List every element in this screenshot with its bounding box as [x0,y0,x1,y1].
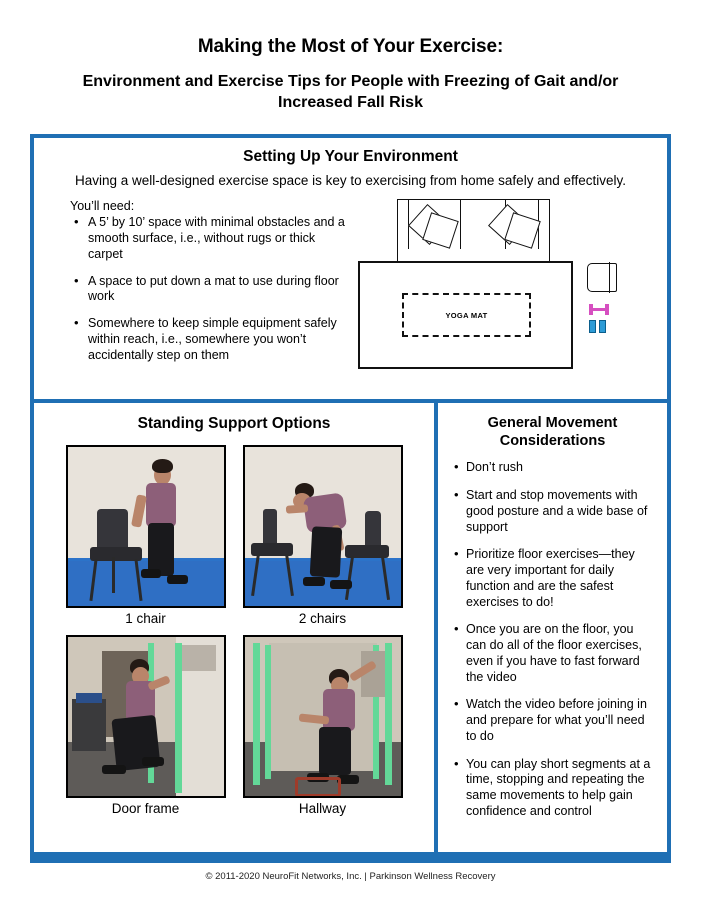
person-shirt [146,483,176,527]
section-general-movement-considerations [438,403,667,852]
person-arm [285,504,308,514]
water-bottle [599,320,606,333]
list-item: • Prioritize floor exercises—they are very important for daily function and are the safest exercises to do! [450,547,655,610]
water-bottle [589,320,596,333]
water-bottles-icon [589,320,609,333]
section-standing-support-options [34,403,438,852]
photo-caption: Hallway [298,801,347,817]
copier-top [76,693,102,703]
photo-cell-2-chairs [239,445,406,627]
list-item: • Watch the video before joining in and prepare for what you’ll need to do [450,697,655,744]
person-pants [309,526,342,578]
person-shoe [102,765,126,774]
support-photo-grid [34,445,434,817]
person-shoe [303,577,325,586]
environment-bullet-list [70,215,351,363]
footer-copyright: © 2011-2020 NeuroFit Networks, Inc. | Parkinson Wellness Recovery [205,871,496,882]
exercise-space-outline [358,261,573,369]
photo-caption: 1 chair [125,611,166,626]
person-pants [319,727,351,775]
dumbbell-end [605,304,609,315]
poster-frame [30,134,671,856]
chair-leg [112,557,115,593]
list-item: • Once you are on the floor, you can do all of the floor exercises, even if you have to fast forward the video [450,622,655,685]
yoga-mat-outline [402,293,531,337]
wall-panel [182,645,216,671]
general-heading: General Movement Considerations [487,415,618,449]
page-title: Making the Most of Your Exercise: [197,36,504,57]
person-shoe [330,580,352,589]
photo-1-chair [66,445,226,608]
support-heading: Standing Support Options [137,415,331,432]
doorframe-green-marker-icon [253,643,260,785]
environment-body [46,199,655,374]
environment-diagram-area [351,199,655,374]
person-shirt [323,689,355,731]
photo-cell-door-frame [62,635,229,817]
room-layout-diagram [355,199,655,371]
photo-caption: Door frame [111,801,180,817]
list-item: • Don’t rush [450,460,655,476]
doorframe-green-marker-icon [265,645,271,779]
photo-hallway [243,635,403,798]
section-bottom [34,403,667,852]
list-item: • You can play short segments at a time, stopping and repeating the same movements to help gain confidence and control [450,757,655,820]
page-subtitle: Environment and Exercise Tips for People with Freezing of Gait and/or Increased Fall Risk [82,72,619,111]
dumbbell-icon [589,304,609,315]
page-header [0,0,701,121]
section-setting-up-environment [34,138,667,403]
photo-caption: 2 chairs [298,611,347,626]
photo-door-frame [66,635,226,798]
environment-requirements [46,199,351,363]
photo-cell-1-chair [62,445,229,627]
person-hair [152,459,173,473]
general-bullet-list [450,460,655,819]
person-shoe [141,569,161,578]
you-will-need-label: You’ll need: [70,199,135,214]
photo-2-chairs [243,445,403,608]
doorframe-green-marker-icon [175,643,182,793]
footer-accent-bar [30,856,671,863]
person-shoe [167,575,188,584]
list-item: • A 5’ by 10’ space with minimal obstacles and a smooth surface, i.e., without rugs or thick carpet [70,215,351,262]
list-item: • Somewhere to keep simple equipment safely within reach, i.e., somewhere you won’t accidentally step on them [70,316,351,363]
person-shoe [142,757,164,766]
resistance-band-icon [295,777,341,797]
yoga-mat-label: YOGA MAT [445,310,488,320]
list-item: • A space to put down a mat to use during floor work [70,274,351,306]
chair-icon [587,263,617,292]
copier [72,699,106,751]
doorframe-green-marker-icon [385,643,392,785]
environment-intro-text: Having a well-designed exercise space is key to exercising from home safely and effectively. [74,173,626,188]
list-item: • Start and stop movements with good posture and a wide base of support [450,488,655,535]
environment-heading: Setting Up Your Environment [243,148,458,165]
photo-cell-hallway [239,635,406,817]
